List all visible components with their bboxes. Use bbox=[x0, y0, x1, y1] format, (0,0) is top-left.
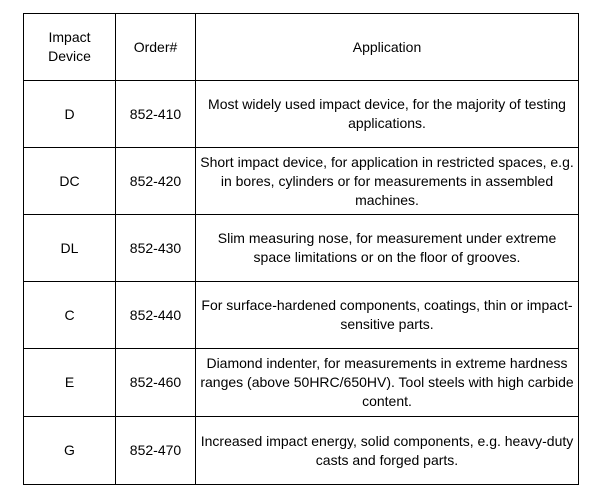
device-cell: G bbox=[24, 417, 116, 485]
table-row bbox=[24, 81, 579, 148]
application-cell: Increased impact energy, solid components, e.g. heavy-duty casts and forged parts. bbox=[196, 417, 579, 485]
header-impact-device-label: Impact Device bbox=[48, 29, 91, 64]
header-impact-device bbox=[24, 14, 116, 81]
application-cell: Most widely used impact device, for the majority of testing applications. bbox=[196, 81, 579, 148]
order-cell: 852-410 bbox=[116, 81, 196, 148]
table-header-row bbox=[24, 14, 579, 81]
header-application: Application bbox=[196, 14, 579, 81]
device-cell: D bbox=[24, 81, 116, 148]
device-cell: E bbox=[24, 349, 116, 417]
order-cell: 852-420 bbox=[116, 148, 196, 215]
device-cell: C bbox=[24, 282, 116, 349]
table-row bbox=[24, 349, 579, 417]
table-row bbox=[24, 282, 579, 349]
table-row bbox=[24, 215, 579, 282]
order-cell: 852-460 bbox=[116, 349, 196, 417]
device-cell: DC bbox=[24, 148, 116, 215]
header-order: Order# bbox=[116, 14, 196, 81]
table-row bbox=[24, 148, 579, 215]
application-cell: For surface-hardened components, coatings, thin or impact-sensitive parts. bbox=[196, 282, 579, 349]
application-cell: Short impact device, for application in restricted spaces, e.g. in bores, cylinders or for measurements in assembled machines. bbox=[196, 148, 579, 215]
order-cell: 852-440 bbox=[116, 282, 196, 349]
table-row bbox=[24, 417, 579, 485]
device-cell: DL bbox=[24, 215, 116, 282]
impact-device-table bbox=[23, 13, 579, 485]
order-cell: 852-470 bbox=[116, 417, 196, 485]
application-cell: Diamond indenter, for measurements in extreme hardness ranges (above 50HRC/650HV). Tool steels with high carbide content. bbox=[196, 349, 579, 417]
order-cell: 852-430 bbox=[116, 215, 196, 282]
application-cell: Slim measuring nose, for measurement under extreme space limitations or on the floor of grooves. bbox=[196, 215, 579, 282]
